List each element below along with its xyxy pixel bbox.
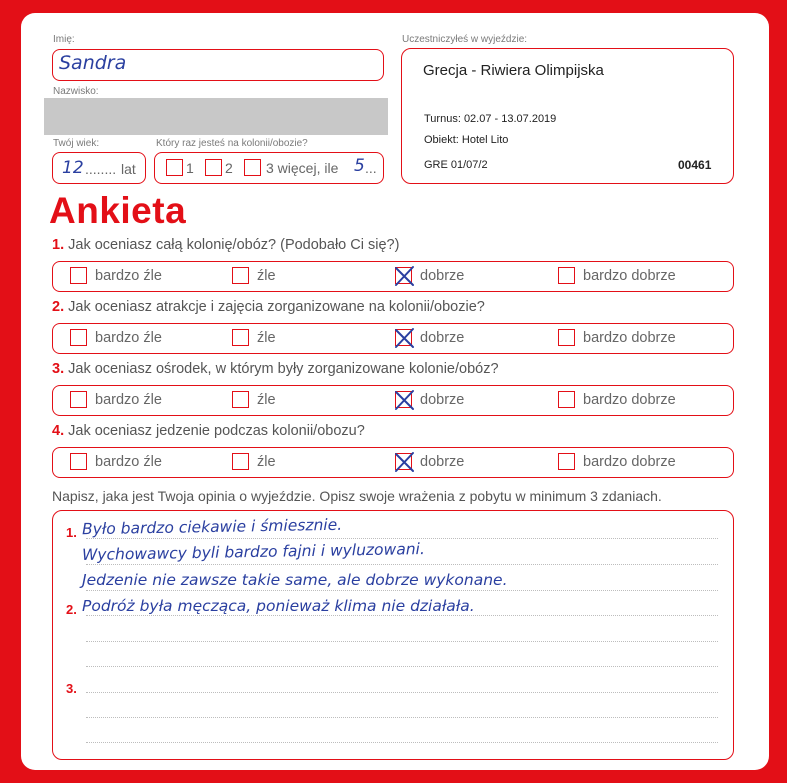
option-label: źle [257, 329, 276, 346]
wiek-value: 12 [62, 158, 84, 178]
trip-title: Grecja - Riwiera Olimpijska [423, 62, 604, 79]
imie-field[interactable] [52, 49, 384, 81]
opinion-line-3: Jedzenie nie zawsze takie same, ale dobrze wykonane. [82, 571, 508, 589]
wiek-unit: lat [121, 161, 136, 177]
question-4-option-4[interactable] [558, 453, 676, 470]
writing-line [86, 742, 718, 743]
option-label: dobrze [420, 329, 465, 346]
opinion-num-3: 3. [66, 681, 77, 696]
question-4-option-2[interactable] [232, 453, 276, 470]
raz-2-checkbox[interactable] [205, 159, 222, 176]
opinion-num-1: 1. [66, 525, 77, 540]
question-2-option-4[interactable] [558, 329, 676, 346]
opinion-num-2: 2. [66, 602, 77, 617]
writing-line [86, 717, 718, 718]
question-number: 4. [52, 423, 65, 439]
checkbox-icon[interactable] [70, 267, 87, 284]
writing-line [86, 666, 718, 667]
trip-obiekt: Obiekt: Hotel Lito [424, 134, 509, 146]
question-3-text [52, 361, 499, 377]
wiek-field[interactable] [52, 152, 146, 184]
option-label: bardzo dobrze [583, 267, 676, 284]
question-3-option-1[interactable] [70, 391, 162, 408]
checkbox-icon[interactable] [558, 391, 575, 408]
option-label: bardzo źle [95, 391, 162, 408]
question-1-text [52, 237, 399, 253]
question-1-option-2[interactable] [232, 267, 276, 284]
question-2-option-2[interactable] [232, 329, 276, 346]
option-label: bardzo źle [95, 329, 162, 346]
question-number: 3. [52, 361, 65, 377]
nazwisko-redacted [44, 98, 388, 135]
question-3-option-2[interactable] [232, 391, 276, 408]
checkbox-icon[interactable] [70, 391, 87, 408]
question-4-option-3[interactable] [395, 453, 464, 470]
checked-checkbox-icon[interactable] [395, 267, 412, 284]
option-label: źle [257, 391, 276, 408]
nazwisko-label: Nazwisko: [53, 86, 99, 97]
checkbox-icon[interactable] [232, 391, 249, 408]
checkbox-icon[interactable] [232, 267, 249, 284]
option-label: dobrze [420, 267, 465, 284]
question-number: 2. [52, 299, 65, 315]
survey-title: Ankieta [49, 190, 187, 231]
question-3-option-4[interactable] [558, 391, 676, 408]
writing-line [86, 615, 718, 616]
writing-line [86, 538, 718, 539]
option-label: źle [257, 453, 276, 470]
checkbox-icon[interactable] [558, 329, 575, 346]
question-2-option-1[interactable] [70, 329, 162, 346]
uczestniczyles-label: Uczestniczyłeś w wyjeździe: [402, 34, 528, 45]
writing-line [86, 564, 718, 565]
raz-2-label: 2 [225, 160, 233, 176]
writing-line [86, 590, 718, 591]
writing-line [86, 641, 718, 642]
question-label: Jak oceniasz całą kolonię/obóz? (Podobało Ci się?) [68, 237, 400, 253]
checkbox-icon[interactable] [558, 453, 575, 470]
question-label: Jak oceniasz jedzenie podczas kolonii/obozu? [68, 423, 365, 439]
opinion-line-2: Wychowawcy byli bardzo fajni i wyluzowani. [81, 540, 425, 564]
question-label: Jak oceniasz atrakcje i zajęcia zorganizowane na kolonii/obozie? [68, 299, 485, 315]
raz-value: 5 [354, 156, 365, 176]
raz-1-label: 1 [186, 160, 194, 176]
writing-line [86, 692, 718, 693]
question-number: 1. [52, 237, 65, 253]
checkbox-icon[interactable] [232, 329, 249, 346]
option-label: bardzo dobrze [583, 453, 676, 470]
question-2-text [52, 299, 485, 315]
opinion-line-1: Było bardzo ciekawie i śmiesznie. [81, 515, 343, 539]
question-2-option-3[interactable] [395, 329, 464, 346]
option-label: bardzo dobrze [583, 391, 676, 408]
imie-value: Sandra [59, 52, 127, 74]
option-label: źle [257, 267, 276, 284]
checked-checkbox-icon[interactable] [395, 453, 412, 470]
question-1-option-1[interactable] [70, 267, 162, 284]
question-1-option-4[interactable] [558, 267, 676, 284]
opinion-instruction: Napisz, jaka jest Twoja opinia o wyjeździe. Opisz swoje wrażenia z pobytu w minimum 3 zdaniach. [52, 488, 662, 504]
raz-3-label: 3 więcej, ile [266, 160, 339, 176]
question-label: Jak oceniasz ośrodek, w którym były zorganizowane kolonie/obóz? [68, 361, 499, 377]
option-label: dobrze [420, 391, 465, 408]
checkbox-icon[interactable] [70, 453, 87, 470]
checkbox-icon[interactable] [70, 329, 87, 346]
imie-label: Imię: [53, 34, 75, 45]
option-label: bardzo dobrze [583, 329, 676, 346]
question-3-option-3[interactable] [395, 391, 464, 408]
ktory-raz-field [154, 152, 384, 184]
checkbox-icon[interactable] [232, 453, 249, 470]
checked-checkbox-icon[interactable] [395, 391, 412, 408]
checked-checkbox-icon[interactable] [395, 329, 412, 346]
raz-3-checkbox[interactable] [244, 159, 261, 176]
option-label: bardzo źle [95, 453, 162, 470]
raz-1-checkbox[interactable] [166, 159, 183, 176]
trip-number: 00461 [678, 158, 712, 172]
trip-code: GRE 01/07/2 [424, 159, 488, 171]
raz-dots: ... [365, 160, 377, 176]
question-4-text [52, 423, 365, 439]
trip-turnus: Turnus: 02.07 - 13.07.2019 [424, 113, 557, 125]
wiek-dots: ........ [85, 161, 117, 177]
ktory-raz-label: Który raz jesteś na kolonii/obozie? [156, 138, 308, 149]
option-label: dobrze [420, 453, 465, 470]
question-4-option-1[interactable] [70, 453, 162, 470]
wiek-label: Twój wiek: [53, 138, 100, 149]
option-label: bardzo źle [95, 267, 162, 284]
checkbox-icon[interactable] [558, 267, 575, 284]
question-1-option-3[interactable] [395, 267, 464, 284]
opinion-line-4: Podróż była męcząca, ponieważ klima nie działała. [82, 597, 475, 615]
